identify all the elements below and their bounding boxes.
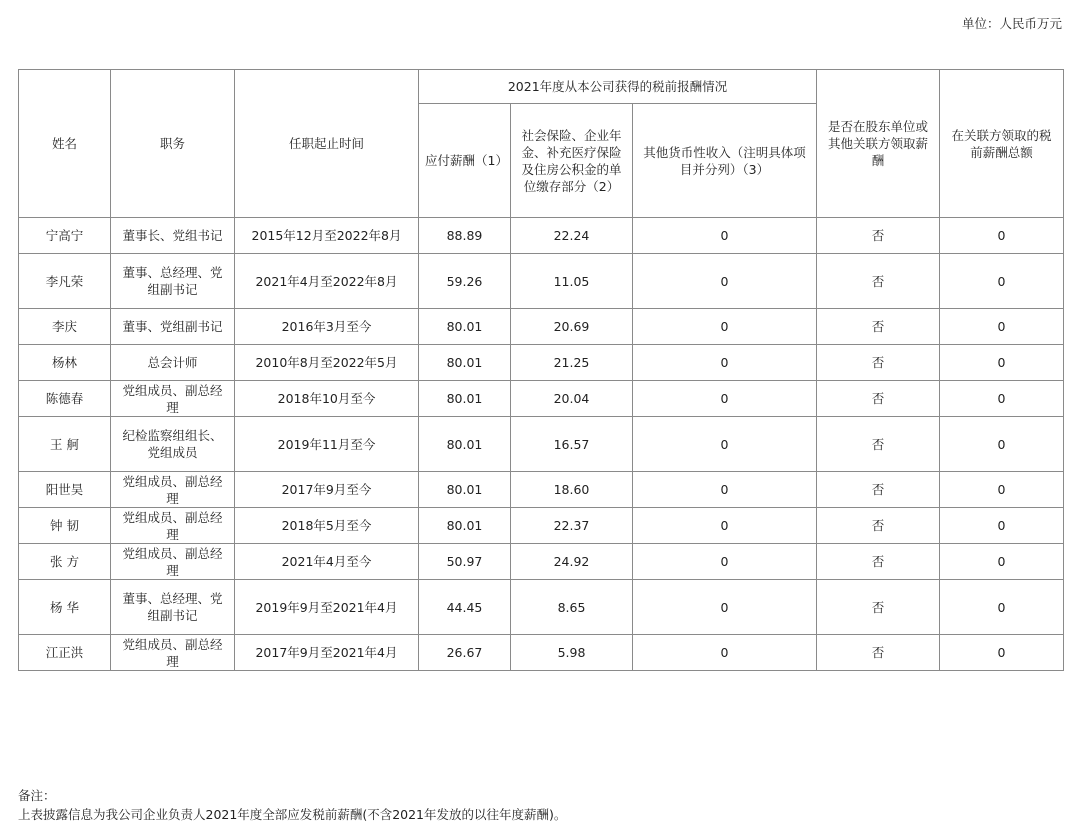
cell-term: 2010年8月至2022年5月 — [235, 345, 419, 381]
cell-other: 0 — [633, 472, 817, 508]
cell-shareholder: 否 — [817, 254, 940, 309]
cell-shareholder: 否 — [817, 472, 940, 508]
cell-other: 0 — [633, 381, 817, 417]
cell-term: 2021年4月至今 — [235, 544, 419, 580]
table-row — [19, 635, 1064, 671]
cell-pay: 80.01 — [419, 381, 511, 417]
header-name: 姓名 — [19, 70, 111, 218]
cell-position: 纪检监察组组长、党组成员 — [111, 417, 235, 472]
cell-pay: 80.01 — [419, 345, 511, 381]
cell-name: 江正洪 — [19, 635, 111, 671]
notes-text: 上表披露信息为我公司企业负责人2021年度全部应发税前薪酬(不含2021年发放的以往年度薪酬)。 — [18, 807, 567, 822]
cell-other: 0 — [633, 580, 817, 635]
cell-shareholder: 否 — [817, 508, 940, 544]
cell-term: 2017年9月至2021年4月 — [235, 635, 419, 671]
cell-other: 0 — [633, 417, 817, 472]
unit-label: 单位：人民币万元 — [961, 16, 1062, 31]
table-row — [19, 544, 1064, 580]
table-row — [19, 345, 1064, 381]
cell-insurance: 21.25 — [511, 345, 633, 381]
cell-insurance: 22.24 — [511, 218, 633, 254]
cell-insurance: 18.60 — [511, 472, 633, 508]
cell-insurance: 8.65 — [511, 580, 633, 635]
cell-term: 2019年11月至今 — [235, 417, 419, 472]
cell-position: 党组成员、副总经理 — [111, 381, 235, 417]
cell-position: 董事、总经理、党组副书记 — [111, 580, 235, 635]
header-related-total: 在关联方领取的税前薪酬总额 — [940, 70, 1064, 218]
cell-shareholder: 否 — [817, 580, 940, 635]
table-row — [19, 254, 1064, 309]
cell-name: 张 方 — [19, 544, 111, 580]
header-position: 职务 — [111, 70, 235, 218]
cell-name: 杨林 — [19, 345, 111, 381]
cell-related: 0 — [940, 345, 1064, 381]
header-group: 2021年度从本公司获得的税前报酬情况 — [419, 70, 817, 104]
cell-pay: 80.01 — [419, 472, 511, 508]
cell-insurance: 20.69 — [511, 309, 633, 345]
cell-shareholder: 否 — [817, 345, 940, 381]
cell-other: 0 — [633, 254, 817, 309]
cell-name: 王 舸 — [19, 417, 111, 472]
cell-related: 0 — [940, 417, 1064, 472]
cell-other: 0 — [633, 218, 817, 254]
salary-table — [18, 69, 1064, 671]
cell-pay: 59.26 — [419, 254, 511, 309]
cell-position: 总会计师 — [111, 345, 235, 381]
cell-related: 0 — [940, 635, 1064, 671]
header-col2: 社会保险、企业年金、补充医疗保险及住房公积金的单位缴存部分（2） — [511, 104, 633, 218]
cell-term: 2021年4月至2022年8月 — [235, 254, 419, 309]
cell-position: 党组成员、副总经理 — [111, 472, 235, 508]
table-row — [19, 417, 1064, 472]
cell-shareholder: 否 — [817, 417, 940, 472]
header-shareholder: 是否在股东单位或其他关联方领取薪酬 — [817, 70, 940, 218]
cell-related: 0 — [940, 580, 1064, 635]
cell-name: 阳世昊 — [19, 472, 111, 508]
cell-related: 0 — [940, 544, 1064, 580]
cell-pay: 80.01 — [419, 309, 511, 345]
cell-shareholder: 否 — [817, 309, 940, 345]
cell-name: 钟 韧 — [19, 508, 111, 544]
cell-other: 0 — [633, 544, 817, 580]
cell-pay: 50.97 — [419, 544, 511, 580]
cell-related: 0 — [940, 309, 1064, 345]
cell-other: 0 — [633, 635, 817, 671]
cell-other: 0 — [633, 508, 817, 544]
cell-position: 党组成员、副总经理 — [111, 544, 235, 580]
cell-shareholder: 否 — [817, 635, 940, 671]
cell-term: 2016年3月至今 — [235, 309, 419, 345]
cell-shareholder: 否 — [817, 544, 940, 580]
cell-shareholder: 否 — [817, 381, 940, 417]
cell-other: 0 — [633, 345, 817, 381]
notes-label: 备注： — [18, 788, 56, 803]
cell-pay: 44.45 — [419, 580, 511, 635]
cell-related: 0 — [940, 218, 1064, 254]
cell-position: 党组成员、副总经理 — [111, 508, 235, 544]
header-col1: 应付薪酬（1） — [419, 104, 511, 218]
cell-insurance: 11.05 — [511, 254, 633, 309]
cell-term: 2019年9月至2021年4月 — [235, 580, 419, 635]
cell-pay: 80.01 — [419, 417, 511, 472]
cell-term: 2018年10月至今 — [235, 381, 419, 417]
cell-related: 0 — [940, 508, 1064, 544]
header-term: 任职起止时间 — [235, 70, 419, 218]
cell-term: 2017年9月至今 — [235, 472, 419, 508]
table-row — [19, 309, 1064, 345]
cell-pay: 80.01 — [419, 508, 511, 544]
cell-term: 2015年12月至2022年8月 — [235, 218, 419, 254]
cell-insurance: 20.04 — [511, 381, 633, 417]
cell-insurance: 5.98 — [511, 635, 633, 671]
table-body — [19, 218, 1064, 671]
cell-pay: 26.67 — [419, 635, 511, 671]
cell-name: 陈德春 — [19, 381, 111, 417]
cell-term: 2018年5月至今 — [235, 508, 419, 544]
cell-position: 党组成员、副总经理 — [111, 635, 235, 671]
cell-insurance: 22.37 — [511, 508, 633, 544]
header-col3: 其他货币性收入（注明具体项目并分列）（3） — [633, 104, 817, 218]
table-row — [19, 381, 1064, 417]
cell-name: 李庆 — [19, 309, 111, 345]
cell-other: 0 — [633, 309, 817, 345]
cell-name: 李凡荣 — [19, 254, 111, 309]
cell-name: 杨 华 — [19, 580, 111, 635]
cell-insurance: 16.57 — [511, 417, 633, 472]
table-row — [19, 580, 1064, 635]
cell-related: 0 — [940, 381, 1064, 417]
notes — [18, 786, 566, 824]
cell-shareholder: 否 — [817, 218, 940, 254]
cell-position: 董事、党组副书记 — [111, 309, 235, 345]
cell-name: 宁高宁 — [19, 218, 111, 254]
cell-position: 董事、总经理、党组副书记 — [111, 254, 235, 309]
cell-insurance: 24.92 — [511, 544, 633, 580]
cell-pay: 88.89 — [419, 218, 511, 254]
table-row — [19, 508, 1064, 544]
table-row — [19, 218, 1064, 254]
table-row — [19, 472, 1064, 508]
cell-related: 0 — [940, 472, 1064, 508]
cell-position: 董事长、党组书记 — [111, 218, 235, 254]
cell-related: 0 — [940, 254, 1064, 309]
